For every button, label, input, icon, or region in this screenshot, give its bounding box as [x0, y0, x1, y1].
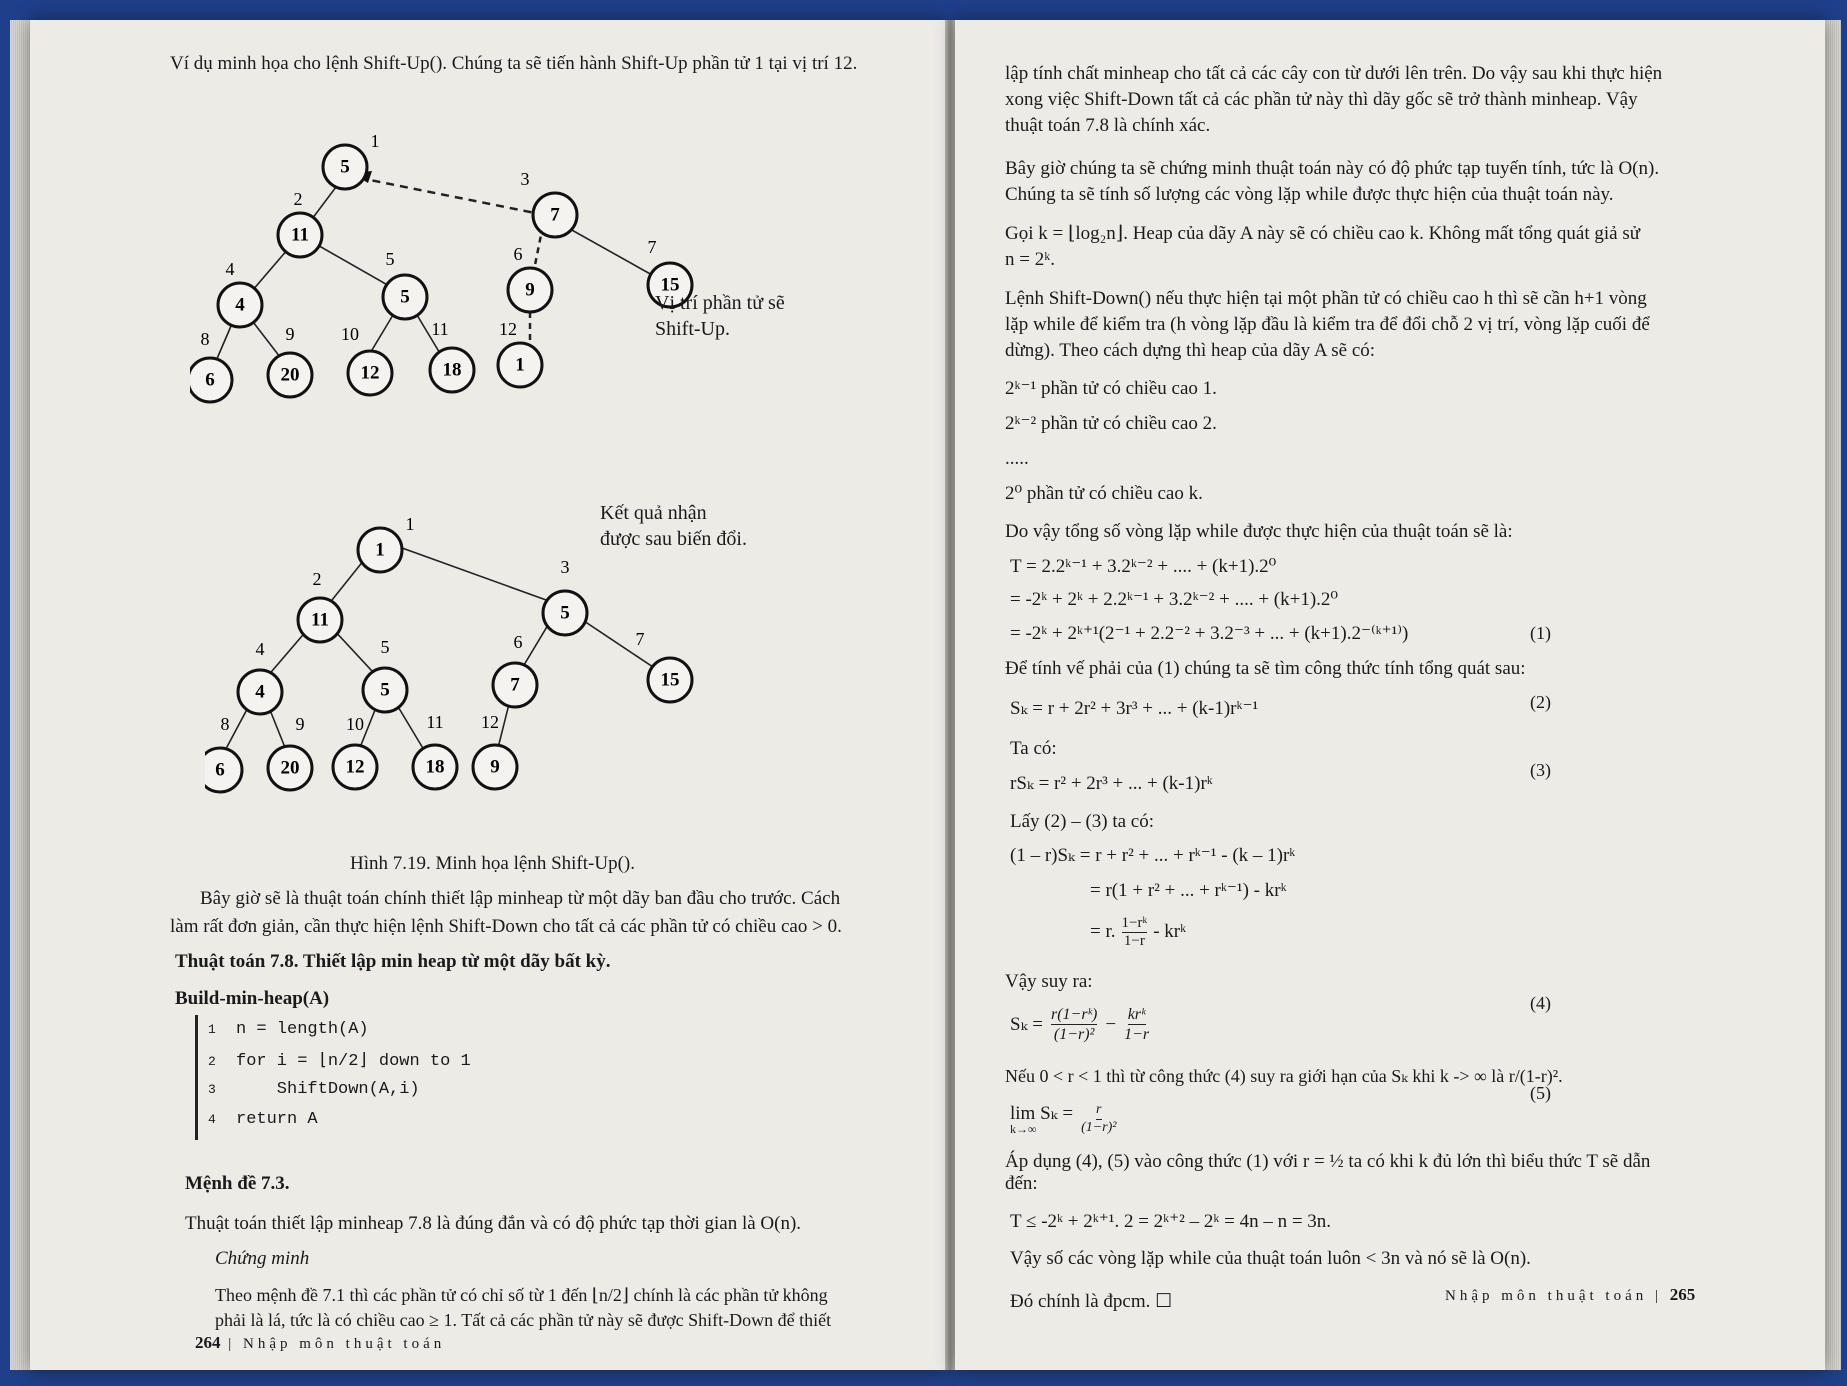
- pos-label: 9: [285, 324, 295, 344]
- right-page: [955, 20, 1825, 1370]
- svg-text:15: 15: [660, 669, 680, 691]
- tree-node: [268, 353, 312, 397]
- pos-label: 3: [520, 169, 530, 189]
- pos-label: 1: [370, 135, 380, 151]
- code-line: 2 for i = ⌊n/2⌋ down to 1: [208, 1052, 471, 1071]
- height-count-2: 2ᵏ⁻² phần tử có chiều cao 2.: [1005, 413, 1217, 434]
- svg-text:4: 4: [255, 681, 265, 703]
- pos-label: 9: [295, 714, 305, 734]
- pos-label: 2: [293, 189, 303, 209]
- eq-final: T ≤ -2ᵏ + 2ᵏ⁺¹. 2 = 2ᵏ⁺² – 2ᵏ = 4n – n = 3n.: [1010, 1211, 1332, 1232]
- code-line: 1 n = length(A): [208, 1020, 369, 1039]
- qed: Đó chính là đpcm. ☐: [1010, 1291, 1173, 1312]
- lay: Lấy (2) – (3) ta có:: [1010, 811, 1155, 832]
- left-page-edge: [10, 20, 30, 1370]
- svg-text:6: 6: [215, 759, 225, 781]
- svg-text:4: 4: [235, 294, 245, 316]
- svg-text:11: 11: [291, 224, 309, 246]
- svg-text:5: 5: [340, 156, 350, 178]
- ta-co: Ta có:: [1010, 738, 1057, 759]
- eq-number-1: (1): [1530, 623, 1551, 643]
- height-count-1: 2ᵏ⁻¹ phần tử có chiều cao 1.: [1005, 378, 1217, 399]
- pos-label: 6: [513, 244, 523, 264]
- svg-text:5: 5: [380, 679, 390, 701]
- page-number: 265: [1669, 1285, 1696, 1304]
- intro-paragraph: Ví dụ minh họa cho lệnh Shift-Up(). Chúng ta sẽ tiến hành Shift-Up phần tử 1 tại vị trí 12.: [170, 53, 858, 74]
- pos-label: 3: [560, 557, 570, 577]
- svg-text:18: 18: [442, 359, 462, 381]
- pos-label: 7: [635, 629, 645, 649]
- svg-text:5: 5: [560, 602, 570, 624]
- tree-node: [348, 351, 392, 395]
- algorithm-code: [208, 1020, 471, 1140]
- proof-line1: Theo mệnh đề 7.1 thì các phần tử có chỉ số từ 1 đến ⌊n/2⌋ chính là các phần tử không: [215, 1285, 828, 1305]
- tree-node: [648, 658, 692, 702]
- tree-node: [383, 275, 427, 319]
- p8-line2: đến:: [1005, 1173, 1038, 1194]
- tree-node: [238, 670, 282, 714]
- eq-number-5: (5): [1530, 1083, 1551, 1103]
- svg-text:20: 20: [280, 757, 300, 779]
- svg-text:11: 11: [311, 609, 329, 631]
- tree-node: [190, 358, 232, 402]
- eq-d3: = r. 1−rᵏ 1−r - krᵏ: [1090, 915, 1187, 949]
- pos-label: 4: [225, 259, 235, 279]
- tree-node: [333, 745, 377, 789]
- eq-t3: = -2ᵏ + 2ᵏ⁺¹(2⁻¹ + 2.2⁻² + 3.2⁻³ + ... + (k+1).2⁻⁽ᵏ⁺¹⁾): [1010, 623, 1409, 644]
- p8-line1: Áp dụng (4), (5) vào công thức (1) với r = ½ ta có khi k đủ lớn thì biểu thức T sẽ dẫn: [1005, 1151, 1651, 1172]
- pos-label: 8: [220, 714, 230, 734]
- tree2-caption: [600, 500, 747, 552]
- algorithm-name: Build-min-heap(A): [175, 988, 330, 1009]
- eq-rs: rSₖ = r² + 2r³ + ... + (k-1)rᵏ: [1010, 773, 1213, 794]
- code-line: 4 return A: [208, 1110, 318, 1129]
- p1-line1: lập tính chất minheap cho tất cả các cây con từ dưới lên trên. Do vậy sau khi thực hiện: [1005, 63, 1663, 84]
- pos-label: 12: [499, 319, 517, 339]
- tree-node: [278, 213, 322, 257]
- left-page: [30, 20, 945, 1370]
- p3-line1: Gọi k = ⌊log₂n⌋. Heap của dãy A này sẽ có chiều cao k. Không mất tổng quát giả sử: [1005, 223, 1641, 244]
- proof-label: Chứng minh: [215, 1248, 310, 1269]
- tree-node: [543, 591, 587, 635]
- para1-line1: Bây giờ sẽ là thuật toán chính thiết lập minheap từ một dãy ban đầu cho trước. Cách: [200, 888, 841, 909]
- p9: Vậy số các vòng lặp while của thuật toán luôn < 3n và nó sẽ là O(n).: [1010, 1248, 1531, 1269]
- eq-sk: Sₖ = $\frac{\text{r(1−rᵏ)}}{\text{(1−r)²}}$ − krᵏ 1−r: [1010, 1006, 1150, 1044]
- svg-text:1: 1: [375, 539, 385, 561]
- code-line: 3 ShiftDown(A,i): [208, 1080, 420, 1099]
- tree-node: [473, 745, 517, 789]
- eq-t1: T = 2.2ᵏ⁻¹ + 3.2ᵏ⁻² + .... + (k+1).2⁰: [1010, 556, 1277, 577]
- tree-node: [493, 663, 537, 707]
- p4-line2: lặp while để kiểm tra (h vòng lặp đầu là kiểm tra để đổi chỗ 2 vị trí, vòng lặp cuối để: [1005, 314, 1650, 335]
- svg-text:7: 7: [550, 204, 560, 226]
- pos-label: 5: [385, 249, 395, 269]
- svg-text:20: 20: [280, 364, 300, 386]
- proposition-text: Thuật toán thiết lập minheap 7.8 là đúng đắn và có độ phức tạp thời gian là O(n).: [185, 1213, 802, 1234]
- algorithm-bar: [195, 1015, 198, 1140]
- eq-number-3: (3): [1530, 760, 1551, 780]
- tree-node: [413, 745, 457, 789]
- pos-label: 11: [431, 319, 449, 339]
- tree-node: [430, 348, 474, 392]
- p1-line2: xong việc Shift-Down tất cả các phần tử này thì dãy gốc sẽ trở thành minheap. Vậy: [1005, 89, 1638, 110]
- pos-label: 8: [200, 329, 210, 349]
- pos-label: 10: [341, 324, 359, 344]
- left-footer: 264 | Nhập môn thuật toán: [195, 1333, 446, 1352]
- eq-d1: (1 – r)Sₖ = r + r² + ... + rᵏ⁻¹ - (k – 1)rᵏ: [1010, 845, 1296, 866]
- tree-node: [358, 528, 402, 572]
- algorithm-title: Thuật toán 7.8. Thiết lập min heap từ một dãy bất kỳ.: [175, 951, 611, 972]
- p4-line3: dừng). Theo cách dựng thì heap của dãy A sẽ có:: [1005, 340, 1376, 361]
- tree2-caption-line2: được sau biến đổi.: [600, 528, 747, 550]
- eq-s: Sₖ = r + 2r² + 3r³ + ... + (k-1)rᵏ⁻¹: [1010, 698, 1259, 719]
- svg-text:5: 5: [400, 286, 410, 308]
- tree-node: [533, 193, 577, 237]
- book-gutter: [945, 20, 955, 1370]
- right-page-edge: [1825, 20, 1841, 1370]
- p7: Nếu 0 < r < 1 thì từ công thức (4) suy ra giới hạn của Sₖ khi k -> ∞ là r/(1-r)².: [1005, 1066, 1563, 1086]
- para1-line2: làm rất đơn giản, cần thực hiện lệnh Shift-Down cho tất cả các phần tử có chiều cao > 0.: [170, 916, 842, 937]
- p2-line1: Bây giờ chúng ta sẽ chứng minh thuật toán này có độ phức tạp tuyến tính, tức là O(n).: [1005, 158, 1660, 179]
- svg-text:12: 12: [360, 362, 380, 384]
- svg-text:15: 15: [660, 274, 680, 296]
- pos-label: 10: [346, 714, 364, 734]
- tree-node: [323, 145, 367, 189]
- tree-node: [498, 343, 542, 387]
- right-footer: Nhập môn thuật toán | 265: [1445, 1285, 1696, 1304]
- svg-text:9: 9: [525, 279, 535, 301]
- svg-text:1: 1: [515, 354, 525, 376]
- tree-node: [508, 268, 552, 312]
- pos-label: 4: [255, 639, 265, 659]
- eq-d2: = r(1 + r² + ... + rᵏ⁻¹) - krᵏ: [1090, 880, 1287, 901]
- tree-node: [218, 283, 262, 327]
- eq-limit: lim Sₖ = k→∞ r (1−r)²: [1010, 1102, 1117, 1136]
- p2-line2: Chúng ta sẽ tính số lượng các vòng lặp while được thực hiện của thuật toán này.: [1005, 184, 1614, 205]
- vay-suy-ra: Vậy suy ra:: [1005, 971, 1093, 992]
- proposition-title: Mệnh đề 7.3.: [185, 1173, 290, 1194]
- tree2-caption-line1: Kết quả nhận: [600, 502, 707, 524]
- p5: Do vậy tổng số vòng lặp while được thực hiện của thuật toán sẽ là:: [1005, 521, 1513, 542]
- p3-line2: n = 2ᵏ.: [1005, 249, 1055, 270]
- ellipsis: .....: [1005, 448, 1029, 469]
- p1-line3: thuật toán 7.8 là chính xác.: [1005, 115, 1211, 136]
- pos-label: 11: [426, 712, 444, 732]
- pos-label: 5: [380, 637, 390, 657]
- figure-caption: Hình 7.19. Minh họa lệnh Shift-Up().: [350, 853, 635, 874]
- pos-label: 2: [312, 569, 322, 589]
- svg-text:6: 6: [205, 369, 215, 391]
- height-count-k: 2⁰ phần tử có chiều cao k.: [1005, 483, 1203, 504]
- book-title: Nhập môn thuật toán: [1445, 1288, 1648, 1304]
- proof-line2: phải là lá, tức là có chiều cao ≥ 1. Tất cả các phần tử này sẽ được Shift-Down để thiết: [215, 1310, 832, 1330]
- tree-node: [205, 748, 242, 792]
- tree-node: [298, 598, 342, 642]
- svg-text:9: 9: [490, 756, 500, 778]
- pos-label: 7: [647, 237, 657, 257]
- tree1-caption: Vị trí phần tử sẽ Shift-Up.: [655, 292, 785, 340]
- page-number: 264: [195, 1333, 221, 1352]
- pos-label: 12: [481, 712, 499, 732]
- svg-text:18: 18: [425, 756, 445, 778]
- tree-edges: [210, 171, 670, 375]
- tree-node: [363, 668, 407, 712]
- p4-line1: Lệnh Shift-Down() nếu thực hiện tại một phần tử có chiều cao h thì sẽ cần h+1 vòng: [1005, 288, 1647, 309]
- book-title: Nhập môn thuật toán: [243, 1336, 446, 1352]
- eq-t2: = -2ᵏ + 2ᵏ + 2.2ᵏ⁻¹ + 3.2ᵏ⁻² + .... + (k+1).2⁰: [1010, 589, 1339, 610]
- eq-number-2: (2): [1530, 692, 1551, 712]
- pos-label: 1: [405, 514, 415, 534]
- tree-node: [268, 746, 312, 790]
- p6: Để tính vế phải của (1) chúng ta sẽ tìm công thức tính tổng quát sau:: [1005, 658, 1526, 679]
- tree-position-labels: [201, 135, 657, 349]
- svg-text:7: 7: [510, 674, 520, 696]
- pos-label: 6: [513, 632, 523, 652]
- eq-number-4: (4): [1530, 993, 1551, 1013]
- svg-text:12: 12: [345, 756, 365, 778]
